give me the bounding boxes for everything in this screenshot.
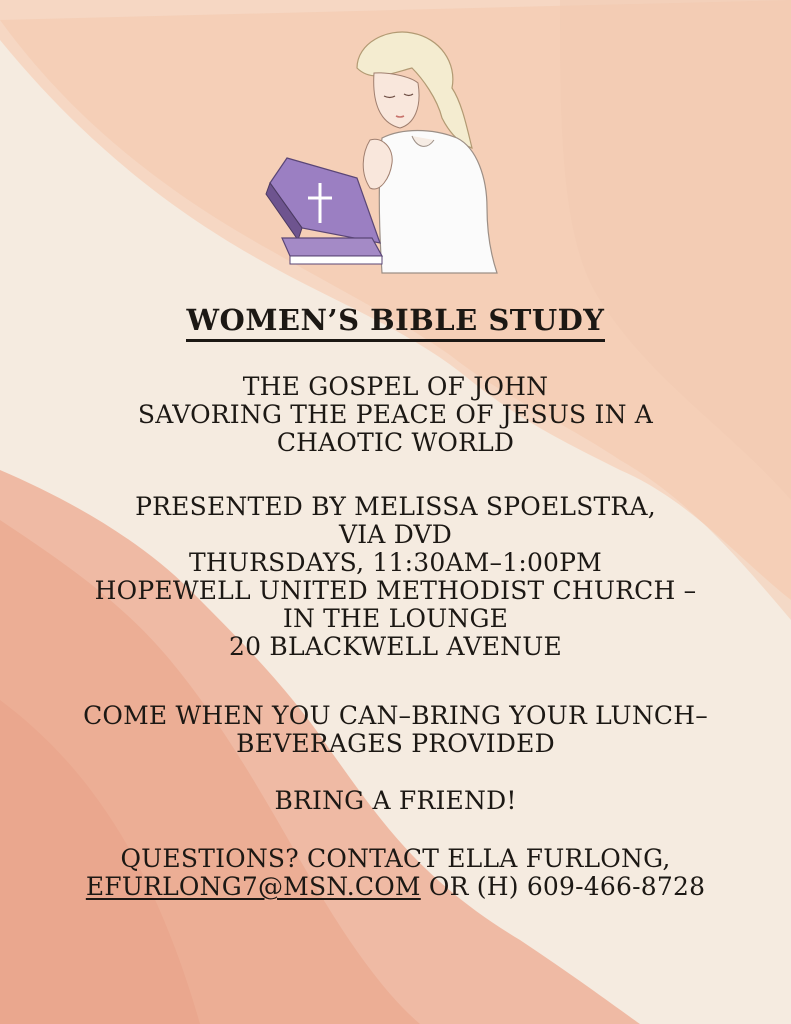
note-block	[20, 702, 771, 758]
bring-friend-line: BRING A FRIEND!	[274, 786, 517, 815]
title-text: WOMEN’S BIBLE STUDY	[186, 303, 604, 342]
church-line: HOPEWELL UNITED METHODIST CHURCH –	[94, 576, 697, 605]
study-line-3: CHAOTIC WORLD	[276, 428, 515, 457]
study-block	[20, 373, 771, 457]
phone-text: OR (H) 609-466-8728	[420, 872, 706, 901]
note-line-1: COME WHEN YOU CAN–BRING YOUR LUNCH–	[83, 701, 708, 730]
contact-block	[20, 845, 771, 901]
address-line: 20 BLACKWELL AVENUE	[229, 632, 562, 661]
media-line: VIA DVD	[338, 520, 453, 549]
contact-line: QUESTIONS? CONTACT ELLA FURLONG,	[120, 844, 671, 873]
email-link[interactable]: EFURLONG7@MSN.COM	[85, 872, 421, 901]
study-line-2: SAVORING THE PEACE OF JESUS IN A	[137, 400, 654, 429]
study-line-1: THE GOSPEL OF JOHN	[242, 372, 549, 401]
presenter-line: PRESENTED BY MELISSA SPOELSTRA,	[135, 492, 656, 521]
contact-line-2	[20, 873, 771, 901]
note-line-2: BEVERAGES PROVIDED	[236, 729, 555, 758]
room-line: IN THE LOUNGE	[282, 604, 509, 633]
details-block	[20, 493, 771, 661]
schedule-line: THURSDAYS, 11:30AM–1:00PM	[189, 548, 602, 577]
friend-block	[20, 787, 771, 815]
flyer-title	[0, 303, 791, 337]
